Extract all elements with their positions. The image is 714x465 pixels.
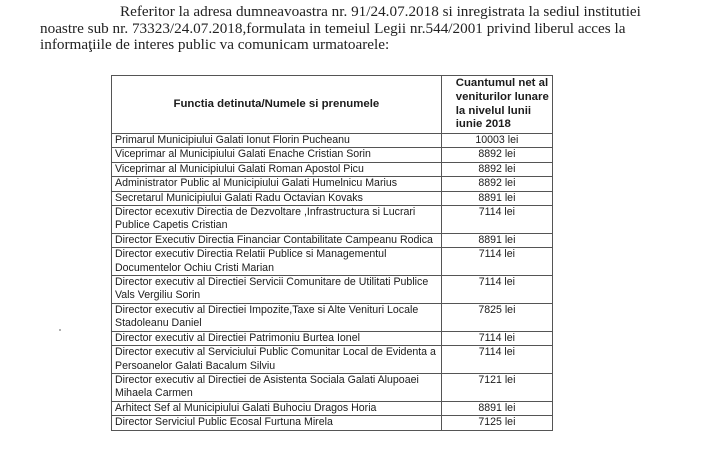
cell-position: Director executiv al Directiei Servicii Comunitare de Utilitati Publice Vals Vergiliu Sorin [112,276,442,304]
table-row [112,191,553,205]
cell-income: 7114 lei [441,206,552,234]
header-position-name: Functia detinuta/Numele si prenumele [112,76,442,134]
cell-position: Viceprimar al Municipiului Galati Enache Cristian Sorin [112,148,442,162]
cell-position: Director executiv al Directiei de Asistenta Sociala Galati Alupoaei Mihaela Carmen [112,373,442,401]
salary-table [111,75,553,431]
table-row [112,373,553,401]
table-row [112,331,553,345]
cell-income: 7114 lei [441,346,552,374]
cell-income: 7114 lei [441,331,552,345]
table-body [112,134,553,431]
table-row [112,134,553,148]
table-row [112,401,553,415]
table-row [112,248,553,276]
cell-income: 8892 lei [441,177,552,191]
cell-income: 8892 lei [441,148,552,162]
table-row [112,303,553,331]
cell-income: 7114 lei [441,276,552,304]
cell-income: 7114 lei [441,248,552,276]
table-header-row [112,76,553,134]
cell-position: Director Serviciul Public Ecosal Furtuna Mirela [112,416,442,430]
table-row [112,148,553,162]
scan-speck [59,329,61,331]
cell-position: Primarul Municipiului Galati Ionut Florin Pucheanu [112,134,442,148]
cell-income: 8892 lei [441,162,552,176]
table-row [112,206,553,234]
cell-position: Director Executiv Directia Financiar Contabilitate Campeanu Rodica [112,233,442,247]
cell-income: 7825 lei [441,303,552,331]
cell-position: Secretarul Municipiului Galati Radu Octavian Kovaks [112,191,442,205]
cell-income: 10003 lei [441,134,552,148]
cell-income: 7125 lei [441,416,552,430]
cell-position: Director executiv Directia Relatii Publice si Managementul Documentelor Ochiu Cristi Marian [112,248,442,276]
table-row [112,276,553,304]
cell-position: Director executiv al Directiei Impozite,Taxe si Alte Venituri Locale Stadoleanu Daniel [112,303,442,331]
intro-paragraph [40,4,710,54]
intro-line-1: Referitor la adresa dumneavoastra nr. 91/24.07.2018 si inregistrata la sediul institutiei [120,3,641,20]
cell-income: 8891 lei [441,401,552,415]
intro-line-2: noastre sub nr. 73323/24.07.2018,formulata in temeiul Legii nr.544/2001 privind liberul acces la [40,19,626,37]
cell-position: Director executiv al Serviciului Public Comunitar Local de Evidenta a Persoanelor Galati Bacalum Silviu [112,346,442,374]
cell-position: Director ecexutiv Directia de Dezvoltare ,Infrastructura si Lucrari Publice Capetis Cristian [112,206,442,234]
intro-line-3: informaţiile de interes public va comunicam urmatoarele: [40,36,390,53]
header-net-income: Cuantumul net al veniturilor lunare la nivelul lunii iunie 2018 [441,76,552,134]
cell-income: 8891 lei [441,191,552,205]
cell-income: 7121 lei [441,373,552,401]
cell-income: 8891 lei [441,233,552,247]
table-row [112,177,553,191]
cell-position: Viceprimar al Municipiului Galati Roman Apostol Picu [112,162,442,176]
cell-position: Administrator Public al Municipiului Galati Humelnicu Marius [112,177,442,191]
table-row [112,162,553,176]
table-row [112,416,553,430]
cell-position: Arhitect Sef al Municipiului Galati Buhociu Dragos Horia [112,401,442,415]
table-row [112,233,553,247]
table-row [112,346,553,374]
cell-position: Director executiv al Directiei Patrimoniu Burtea Ionel [112,331,442,345]
